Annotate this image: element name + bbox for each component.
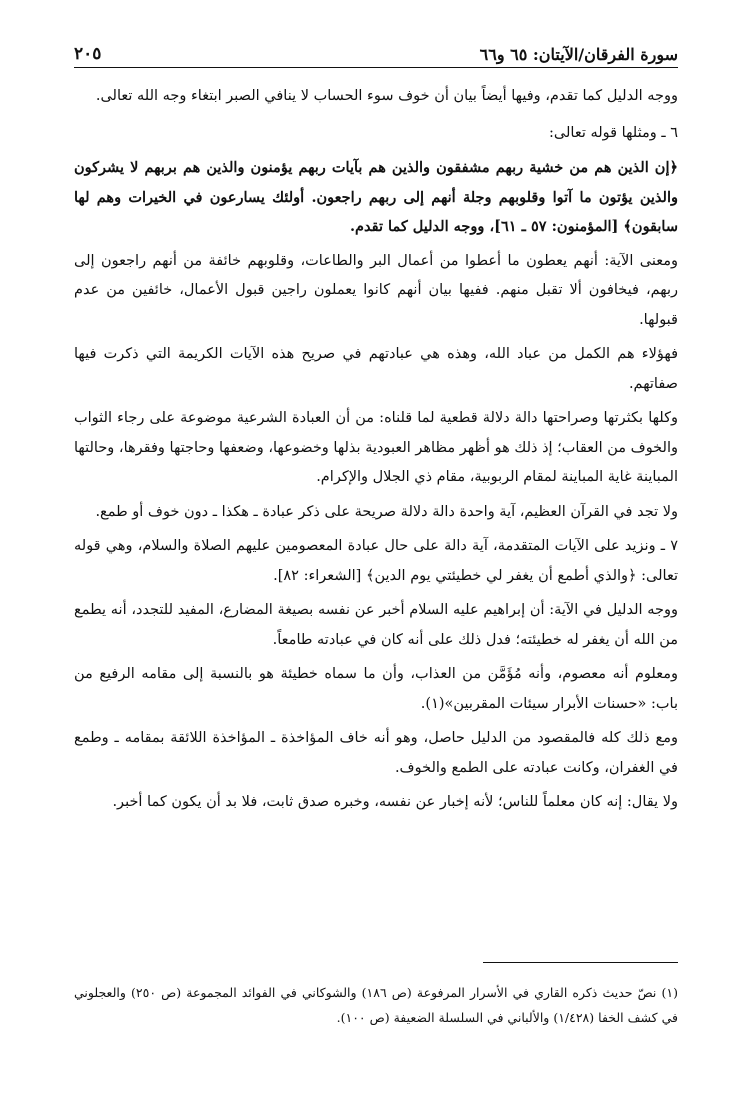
paragraph: فهؤلاء هم الكمل من عباد الله، وهذه هي عبادتهم في صريح هذه الآيات الكريمة التي ذكرت فيها صفاتهم. — [74, 346, 678, 392]
footnote-divider — [483, 962, 678, 963]
quran-verse-paragraph: ﴿إن الذين هم من خشية ربهم مشفقون والذين هم بآيات ربهم يؤمنون والذين هم بربهم لا يشركون والذين يؤتون ما آتوا وقلوبهم وجلة أنهم إلى ربهم راجعون. أولئك يسارعون في الخيرات وهم لها سابقون﴾ [المؤمنون: ٥٧ ـ ٦١]، ووجه الدليل كما تقدم. — [74, 159, 678, 235]
paragraph: ووجه الدليل في الآية: أن إبراهيم عليه السلام أخبر عن نفسه بصيغة المضارع، المفيد للتجدد، أنه يطمع من الله أن يغفر له خطيئته؛ فدل ذلك على أنه كان في عبادته طامعاً. — [74, 602, 678, 648]
paragraph: ولا تجد في القرآن العظيم، آية واحدة دالة دلالة صريحة على ذكر عبادة ـ هكذا ـ دون خوف أو طمع. — [95, 503, 678, 520]
paragraph: ومع ذلك كله فالمقصود من الدليل حاصل، وهو أنه خاف المؤاخذة ـ المؤاخذة اللائقة بمقامه ـ وطمع في الغفران، وكانت عبادته على الطمع والخوف. — [74, 730, 678, 776]
numbered-heading: ٦ ـ ومثلها قوله تعالى: — [549, 124, 678, 141]
paragraph: ومعنى الآية: أنهم يعطون ما أعطوا من أعمال البر والطاعات، وقلوبهم خائفة من أنهم راجعون إلى ربهم، فيخافون ألا تقبل منهم. ففيها بيان أنهم كانوا يعملون راجين قبول الأعمال، خائفين من عدم قبولها. — [74, 252, 678, 328]
paragraph: ولا يقال: إنه كان معلماً للناس؛ لأنه إخبار عن نفسه، وخبره صدق ثابت، فلا بد أن يكون كما أخبر. — [112, 794, 678, 810]
paragraph: ٧ ـ ونزيد على الآيات المتقدمة، آية دالة على حال عبادة المعصومين عليهم الصلاة والسلام، وهي قوله تعالى: ﴿والذي أطمع أن يغفر لي خطيئتي يوم الدين﴾ [الشعراء: ٨٢]. — [74, 538, 678, 584]
footnote: (١) نصّ حديث ذكره القاري في الأسرار المرفوعة (ص ١٨٦) والشوكاني في الفوائد المجموعة (ص ٢٥٠) والعجلوني في كشف الخفا (١/٤٢٨) والألباني في السلسلة الضعيفة (ص ١٠٠). — [74, 985, 679, 1025]
paragraph: ووجه الدليل كما تقدم، وفيها أيضاً بيان أن خوف سوء الحساب لا ينافي الصبر ابتغاء وجه الله تعالى. — [95, 88, 678, 104]
main-text — [74, 82, 678, 823]
paragraph: ومعلوم أنه معصوم، وأنه مُؤَمَّن من العذاب، وأن ما سماه خطيئة هو بالنسبة إلى مقامه الرفيع من باب: «حسنات الأبرار سيئات المقربين»(١). — [74, 666, 678, 712]
running-title: سورة الفرقان/الآيتان: ٦٥ و٦٦ — [479, 45, 678, 64]
page-number: ٢٠٥ — [74, 44, 102, 64]
paragraph: وكلها بكثرتها وصراحتها دالة دلالة قطعية لما قلناه: من أن العبادة الشرعية موضوعة على رجاء الثواب والخوف من العقاب؛ إذ ذلك هو أظهر مظاهر العبودية بذلها وخضوعها، وضعفها وحاجتها وفقرها، وحالتها المباينة غاية المباينة لمقام الربوبية، مقام ذي الجلال والإكرام. — [74, 410, 678, 485]
page-header — [74, 30, 678, 68]
